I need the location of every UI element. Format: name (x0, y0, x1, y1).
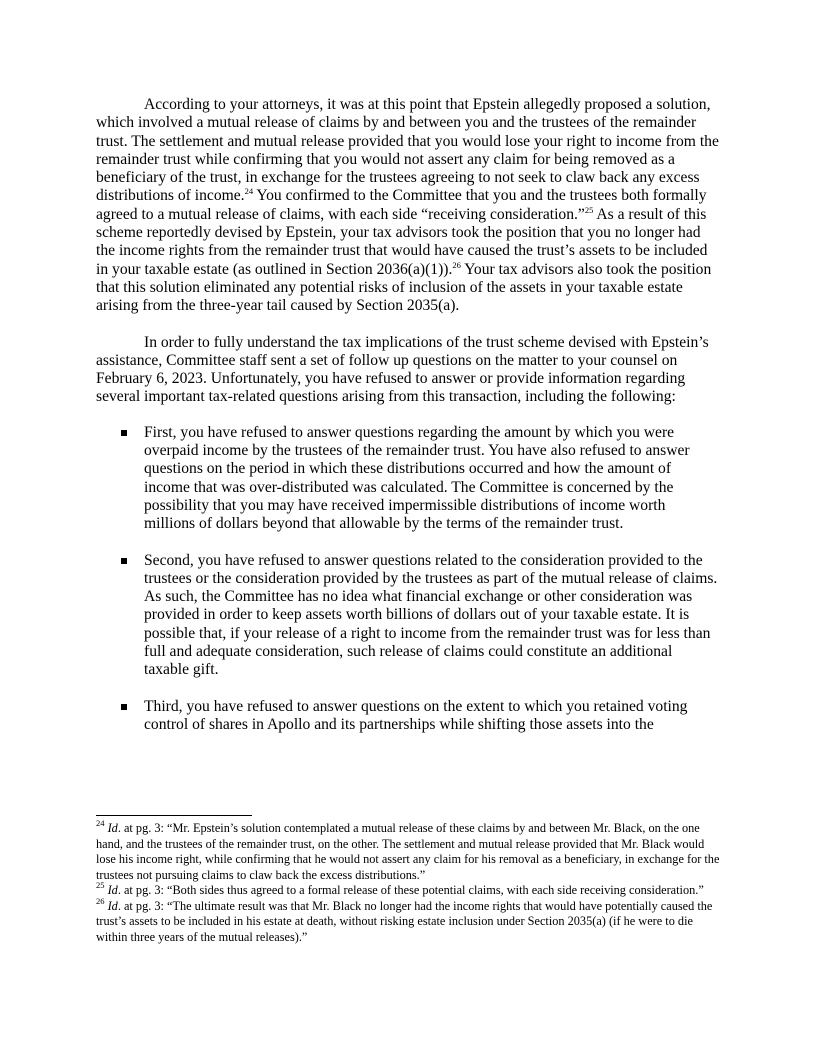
footnote-citation: Id (107, 821, 118, 835)
paragraph-text: As a result of this scheme reportedly devised by Epstein, your tax advisors took the position that you no longer had the income rights from the remainder trust that would have caused the trust’s assets to be included in your taxable estate (as outlined in Section 2036(a)(1)). (96, 205, 708, 278)
footnote-reference[interactable]: 25 (584, 204, 594, 215)
list-item (96, 424, 720, 534)
footnote-text: . at pg. 3: “The ultimate result was that Mr. Black no longer had the income rights that would have potentially caused the trust’s assets to be included in his estate at death, without risking estate inclusion under Section 2035(a) (if he were to die within three years of the mutual releases).” (96, 898, 713, 944)
footnotes (96, 818, 720, 945)
paragraph-text: Your tax advisors also took the position that this solution eliminated any potential risks of inclusion of the assets in your taxable estate arising from the three-year tail caused by Section 2035(a). (96, 260, 712, 315)
footnote-number: 26 (96, 895, 105, 906)
square-bullet-icon (121, 430, 127, 436)
footnote-text: . at pg. 3: “Both sides thus agreed to a formal release of these potential claims, with each side receiving consideration.” (117, 883, 704, 897)
list-item-text: Third, you have refused to answer questions on the extent to which you retained voting control of shares in Apollo and its partnerships while shifting those assets into the (144, 697, 688, 733)
footnote-reference[interactable]: 26 (452, 259, 461, 270)
footnote-reference[interactable]: 24 (244, 186, 254, 197)
footnote-citation: Id (107, 898, 118, 913)
body-paragraph (96, 96, 720, 316)
footnote-text: . at pg. 3: “Mr. Epstein’s solution contemplated a mutual release of these claims by and between Mr. Black, on the one hand, and the trustees of the remainder trust, on the other. The settlement and mutual release provided that Mr. Black would lose his income right, while confirming that he would not assert any claim for his removal as a beneficiary, in exchange for the trustees not pursuing claims to claw back the excess distributions.” (96, 821, 720, 882)
square-bullet-icon (121, 704, 127, 710)
footnote (96, 880, 720, 899)
document-body (96, 96, 720, 734)
footnote (96, 818, 720, 883)
list-item-text: Second, you have refused to answer questions related to the consideration provided to the trustees or the consideration provided by the trustees as part of the mutual release of claims. As such, the Committee has no idea what financial exchange or other consideration was provided in order to keep assets worth billions of dollars out of your taxable estate. It is possible that, if your release of a right to income from the remainder trust was for less than full and adequate consideration, such release of claims could constitute an additional taxable gift. (144, 551, 718, 679)
footnote-separator (96, 815, 252, 816)
paragraph-text: According to your attorneys, it was at this point that Epstein allegedly proposed a solution, which involved a mutual release of claims by and between you and the trustees of the remainder trust. The settlement and mutual release provided that you would lose your right to income from the remainder trust while confirming that you would not assert any claim for being removed as a beneficiary of the trust, in exchange for the trustees agreeing to not seek to claw back any excess distributions of income. (96, 96, 719, 205)
bullet-list (96, 424, 720, 734)
footnote-number: 25 (96, 880, 105, 890)
list-item (96, 552, 720, 680)
list-item-text: First, you have refused to answer questions regarding the amount by which you were overpaid income by the trustees of the remainder trust. You have also refused to answer questions on the period in which these distributions occurred and how the amount of income that was over-distributed was calculated. The Committee is concerned by the possibility that you may have received impermissible distributions of income worth millions of dollars beyond that allowable by the terms of the remainder trust. (144, 423, 690, 533)
footnote (96, 895, 720, 946)
list-item (96, 698, 720, 735)
paragraph-text: You confirmed to the Committee that you and the trustees both formally agreed to a mutual release of claims, with each side “receiving consideration.” (96, 187, 707, 223)
paragraph-text: In order to fully understand the tax implications of the trust scheme devised with Epstein’s assistance, Committee staff sent a set of follow up questions on the matter to your counsel on February 6, 2023. Unfortunately, you have refused to answer or provide information regarding several important tax-related questions arising from this transaction, including the following: (96, 333, 709, 406)
square-bullet-icon (121, 558, 127, 564)
body-paragraph (96, 334, 720, 407)
footnote-number: 24 (96, 818, 105, 828)
footnote-citation: Id (107, 883, 118, 897)
